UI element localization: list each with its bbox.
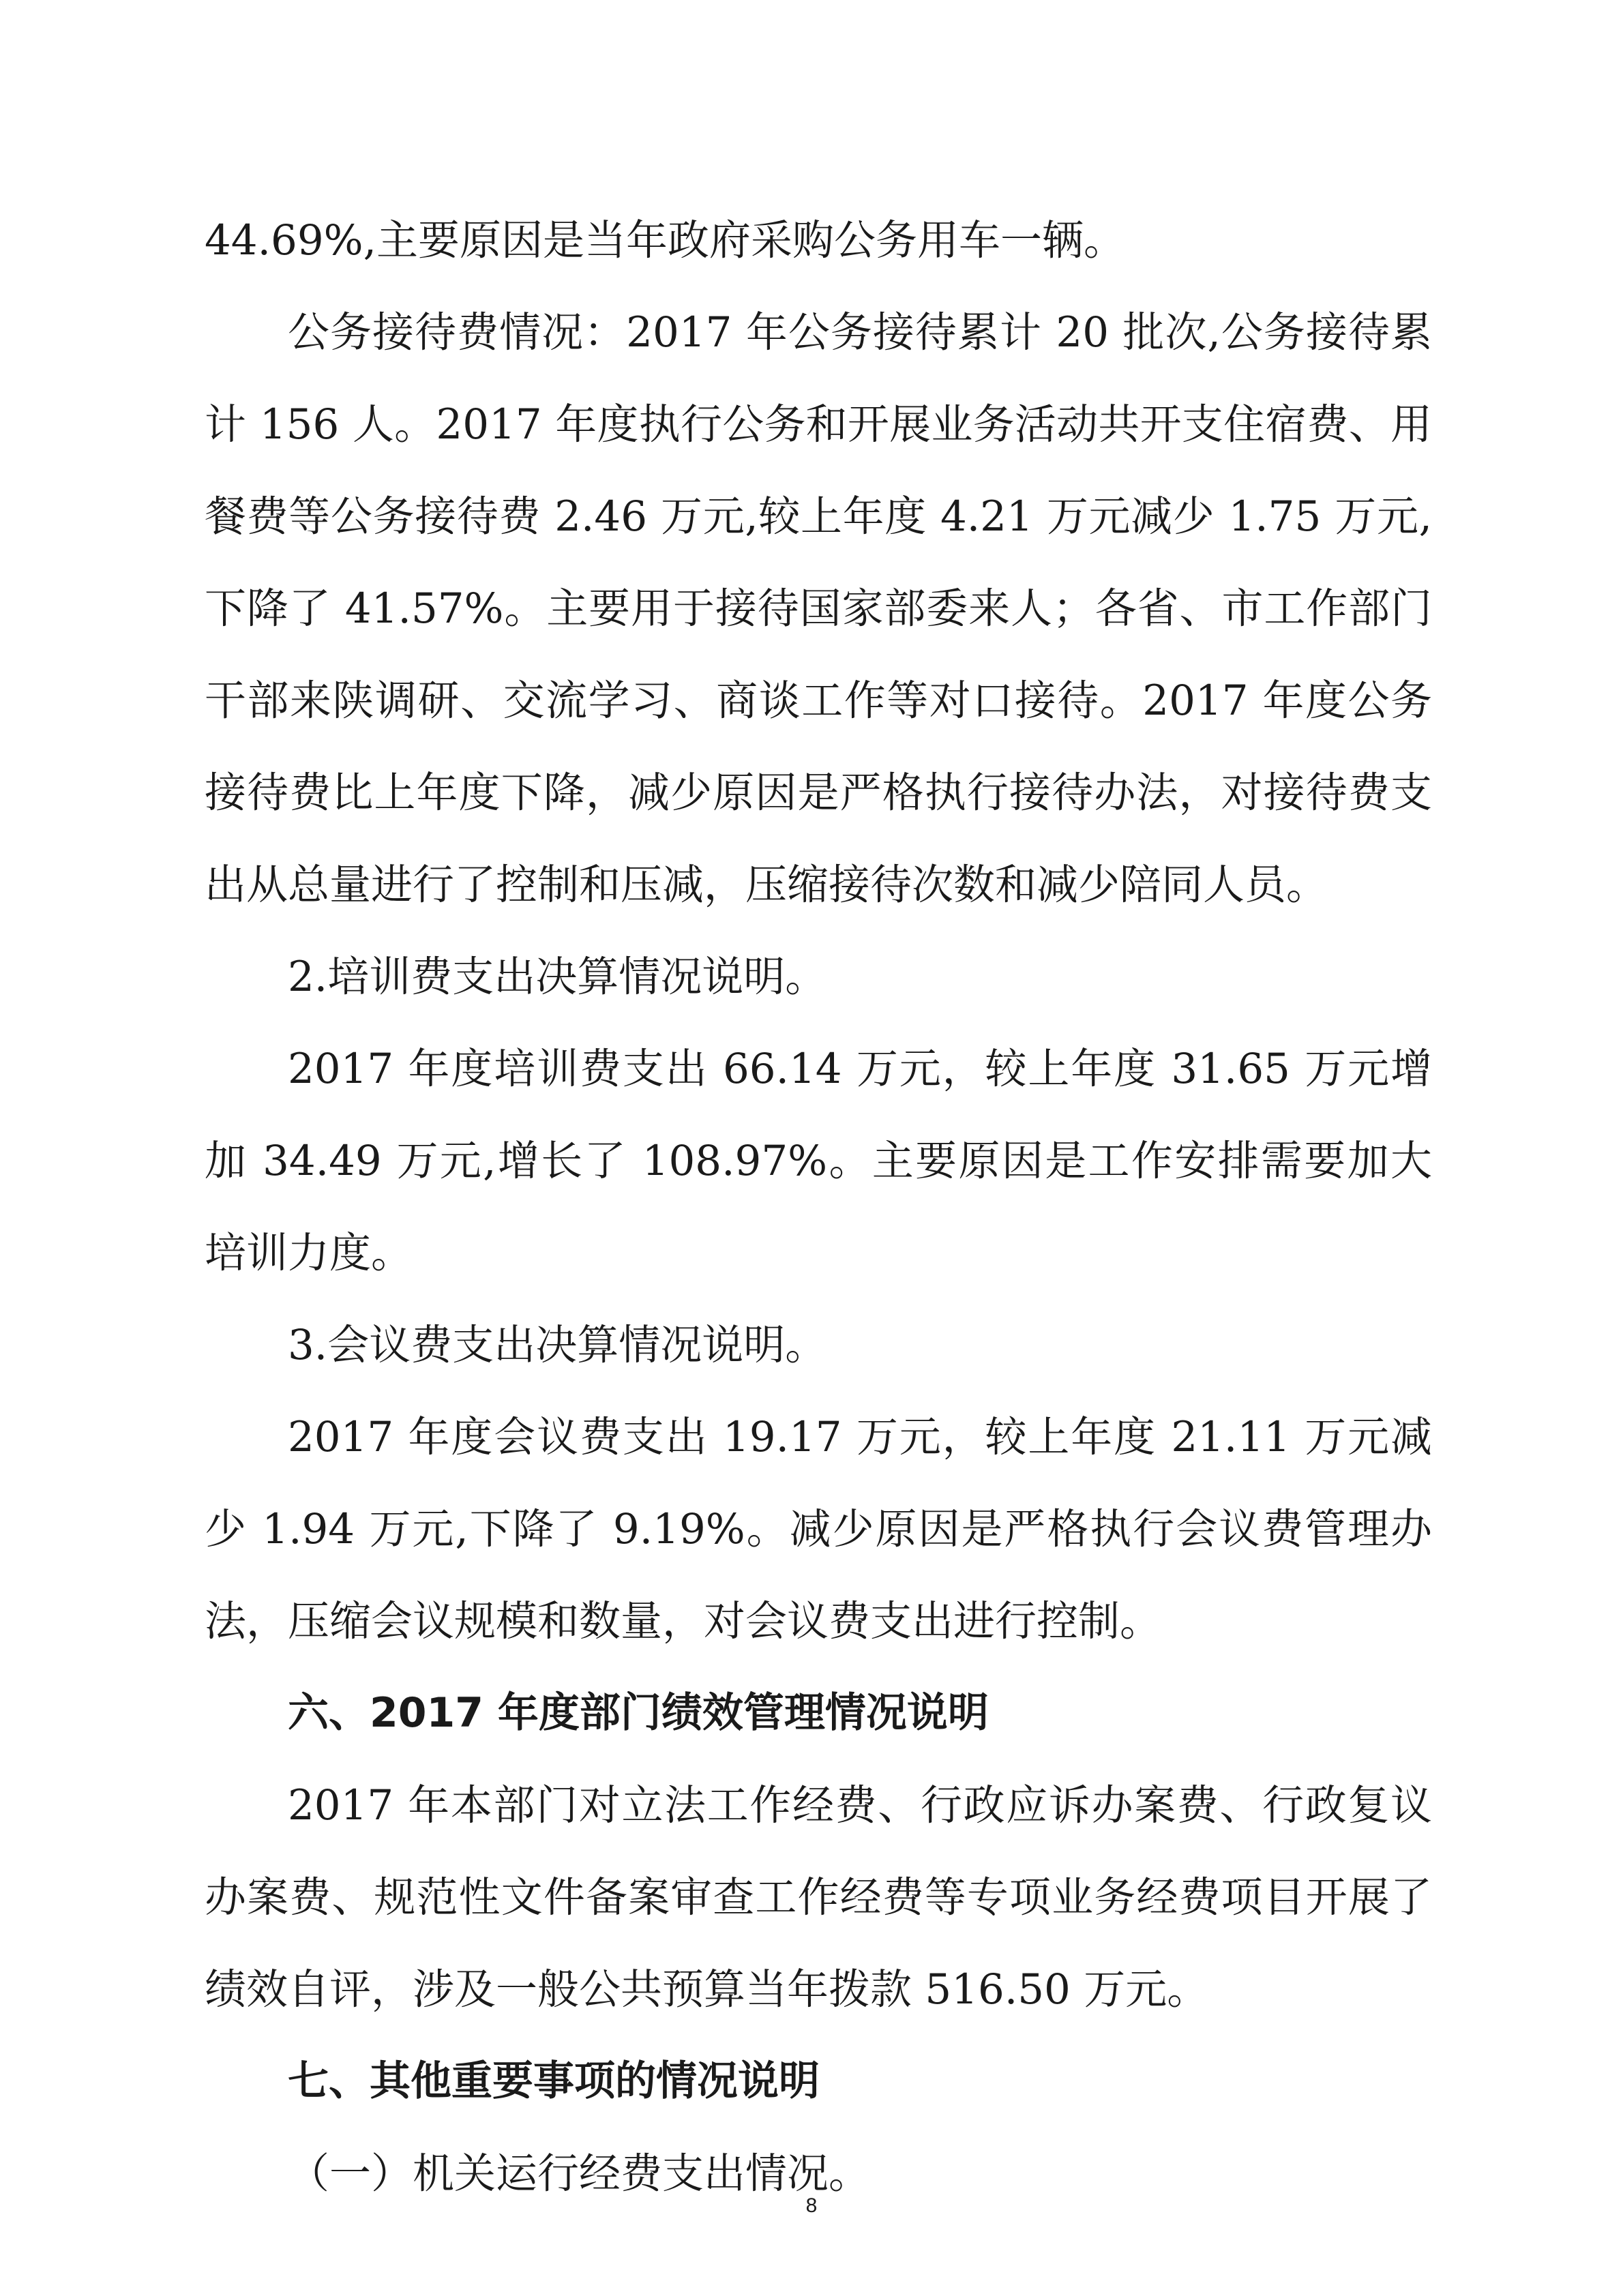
paragraph-reception-expense: 公务接待费情况：2017 年公务接待累计 20 批次,公务接待累计 156 人。2017 年度执行公务和开展业务活动共开支住宿费、用餐费等公务接待费 2.46 万元,较上年度 4.21 万元减少 1.75 万元,下降了 41.57%。主要用于接待国家部委来人；各省、市工作部门干部来陕调研、交流学习、商谈工作等对口接待。2017 年度公务接待费比上年度下降，减少原因是严格执行接待办法，对接待费支出从总量进行了控制和压减，压缩接待次数和减少陪同人员。 [205,308,1432,909]
subheading-training-expense: 2.培训费支出决算情况说明。 [288,953,827,1001]
subheading-meeting-expense: 3.会议费支出决算情况说明。 [288,1321,827,1369]
subheading-operating-expense: （一）机关运行经费支出情况。 [288,2149,871,2198]
document-body [205,194,1432,2220]
paragraph-training-expense: 2017 年度培训费支出 66.14 万元，较上年度 31.65 万元增加 34.49 万元,增长了 108.97%。主要原因是工作安排需要加大培训力度。 [205,1045,1432,1277]
section-heading-performance: 六、2017 年度部门绩效管理情况说明 [288,1689,989,1737]
paragraph-performance: 2017 年本部门对立法工作经费、行政应诉办案费、行政复议办案费、规范性文件备案审查工作经费等专项业务经费项目开展了绩效自评，涉及一般公共预算当年拨款 516.50 万元。 [205,1781,1432,2014]
section-heading-other-matters: 七、其他重要事项的情况说明 [288,2057,820,2105]
page-number: 8 [805,2194,818,2217]
paragraph-meeting-expense: 2017 年度会议费支出 19.17 万元，较上年度 21.11 万元减少 1.94 万元,下降了 9.19%。减少原因是严格执行会议费管理办法，压缩会议规模和数量，对会议费支出进行控制。 [205,1413,1432,1645]
paragraph-vehicle-purchase: 44.69%,主要原因是当年政府采购公务用车一辆。 [205,216,1125,265]
